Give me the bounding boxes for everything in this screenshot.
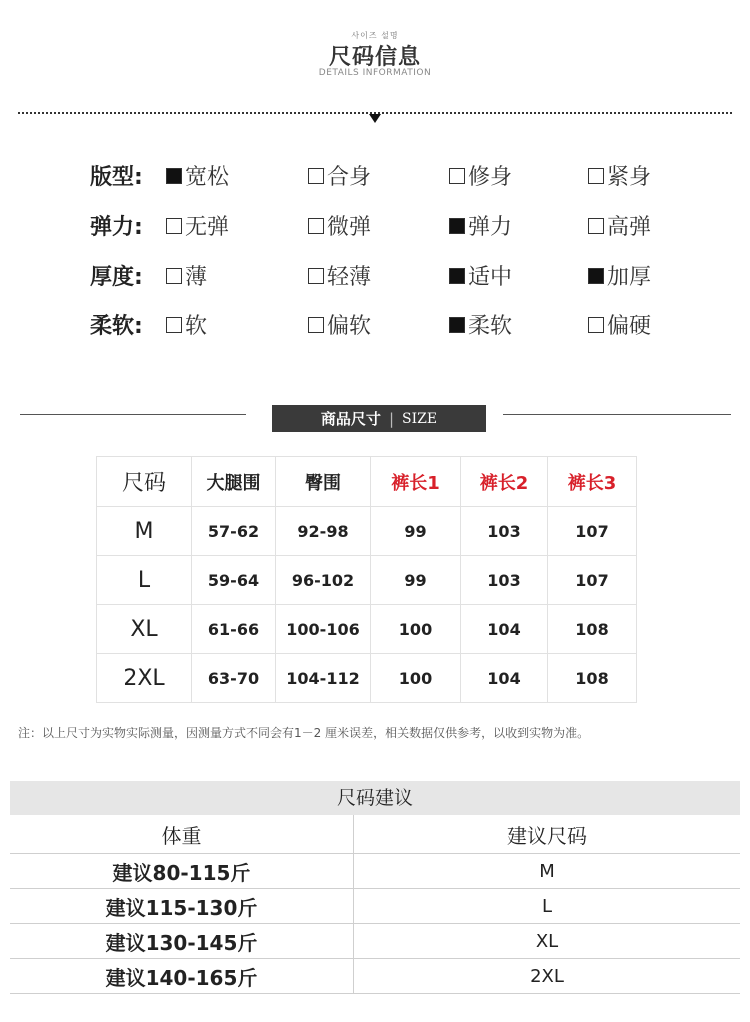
weight-header: 体重 <box>10 815 354 854</box>
size-section-label: 商品尺寸 <box>320 410 381 428</box>
section-line-right <box>503 414 731 415</box>
size-cell: 104-112 <box>276 654 371 703</box>
unchecked-box-icon <box>588 218 604 234</box>
attribute-label: 厚度: <box>90 265 143 290</box>
down-triangle-icon <box>369 114 381 123</box>
size-table <box>96 456 637 703</box>
section-line-left <box>20 414 246 415</box>
size-cell: 57-62 <box>192 507 276 556</box>
recommendation-table <box>10 815 740 994</box>
attribute-label: 弹力: <box>90 215 143 240</box>
checked-box-icon <box>449 218 465 234</box>
page-title: 尺码信息 <box>328 45 421 70</box>
weight-cell: 建议115-130斤 <box>10 889 354 924</box>
unchecked-box-icon <box>308 168 324 184</box>
size-cell: 104 <box>461 605 548 654</box>
recommendation-header-row <box>10 815 740 854</box>
size-header-cell: 裤长3 <box>548 457 637 507</box>
recommendation-title: 尺码建议 <box>10 781 740 815</box>
table-row <box>97 605 637 654</box>
checked-box-icon <box>588 268 604 284</box>
attribute-option <box>449 160 512 191</box>
size-cell: 100 <box>371 654 461 703</box>
table-row <box>10 924 740 959</box>
attribute-option-label: 修身 <box>468 165 513 190</box>
size-cell: 107 <box>548 507 637 556</box>
checked-box-icon <box>166 168 182 184</box>
attribute-option-label: 柔软 <box>468 314 513 339</box>
size-section-label-en: SIZE <box>402 410 438 427</box>
size-section-tag <box>272 405 486 432</box>
attribute-option-label: 紧身 <box>607 165 652 190</box>
table-row <box>10 854 740 889</box>
attribute-label: 柔软: <box>90 314 143 339</box>
size-header-cell: 臀围 <box>276 457 371 507</box>
size-cell: 2XL <box>97 654 192 703</box>
suggested-size-cell: 2XL <box>354 959 741 994</box>
attribute-option-label: 软 <box>185 314 208 339</box>
table-row <box>10 959 740 994</box>
size-cell: 92-98 <box>276 507 371 556</box>
unchecked-box-icon <box>588 317 604 333</box>
size-cell: 63-70 <box>192 654 276 703</box>
attribute-option-label: 弹力 <box>468 215 513 240</box>
header-subtitle-en: DETAILS INFORMATION <box>318 68 432 78</box>
size-section-separator: | <box>388 409 394 428</box>
attribute-option <box>588 260 651 291</box>
attribute-option <box>166 210 229 241</box>
attribute-label: 版型: <box>90 165 143 190</box>
unchecked-box-icon <box>308 317 324 333</box>
attribute-option <box>588 309 651 340</box>
attribute-option-label: 偏硬 <box>607 314 652 339</box>
attribute-option <box>308 160 371 191</box>
unchecked-box-icon <box>166 268 182 284</box>
unchecked-box-icon <box>588 168 604 184</box>
size-header-cell: 尺码 <box>97 457 192 507</box>
weight-cell: 建议80-115斤 <box>10 854 354 889</box>
attribute-option <box>166 309 207 340</box>
size-cell: 103 <box>461 556 548 605</box>
size-cell: XL <box>97 605 192 654</box>
size-cell: 100-106 <box>276 605 371 654</box>
checked-box-icon <box>449 317 465 333</box>
size-cell: 108 <box>548 605 637 654</box>
size-cell: 103 <box>461 507 548 556</box>
unchecked-box-icon <box>308 268 324 284</box>
unchecked-box-icon <box>449 168 465 184</box>
attribute-option <box>308 210 371 241</box>
unchecked-box-icon <box>166 218 182 234</box>
attribute-option-label: 偏软 <box>327 314 372 339</box>
attribute-option-label: 薄 <box>185 265 208 290</box>
attribute-option <box>449 260 512 291</box>
suggested-size-header: 建议尺码 <box>354 815 741 854</box>
size-cell: 59-64 <box>192 556 276 605</box>
size-header-cell: 裤长2 <box>461 457 548 507</box>
weight-cell: 建议140-165斤 <box>10 959 354 994</box>
size-cell: 99 <box>371 556 461 605</box>
size-cell: 108 <box>548 654 637 703</box>
size-cell: M <box>97 507 192 556</box>
attribute-option-label: 高弹 <box>607 215 652 240</box>
attribute-option-label: 微弹 <box>327 215 372 240</box>
table-row <box>97 507 637 556</box>
size-cell: 99 <box>371 507 461 556</box>
attribute-option-label: 宽松 <box>185 165 230 190</box>
size-cell: 104 <box>461 654 548 703</box>
table-row <box>10 889 740 924</box>
size-cell: L <box>97 556 192 605</box>
header-subtitle-kr: 사이즈 설명 <box>351 31 399 40</box>
attribute-option <box>588 160 651 191</box>
table-row <box>97 556 637 605</box>
attribute-option-label: 轻薄 <box>327 265 372 290</box>
suggested-size-cell: L <box>354 889 741 924</box>
unchecked-box-icon <box>308 218 324 234</box>
attribute-option-label: 适中 <box>468 265 513 290</box>
attribute-option <box>449 309 512 340</box>
attribute-option <box>449 210 512 241</box>
attribute-option <box>166 160 229 191</box>
attribute-option-label: 合身 <box>327 165 372 190</box>
attribute-option-label: 加厚 <box>607 265 652 290</box>
attribute-option <box>166 260 207 291</box>
attribute-option-label: 无弹 <box>185 215 230 240</box>
weight-cell: 建议130-145斤 <box>10 924 354 959</box>
attribute-option <box>588 210 651 241</box>
checked-box-icon <box>449 268 465 284</box>
size-cell: 107 <box>548 556 637 605</box>
size-header-cell: 大腿围 <box>192 457 276 507</box>
unchecked-box-icon <box>166 317 182 333</box>
size-header-cell: 裤长1 <box>371 457 461 507</box>
table-row <box>97 654 637 703</box>
size-cell: 96-102 <box>276 556 371 605</box>
size-cell: 100 <box>371 605 461 654</box>
suggested-size-cell: XL <box>354 924 741 959</box>
size-cell: 61-66 <box>192 605 276 654</box>
attribute-option <box>308 260 371 291</box>
attribute-option <box>308 309 371 340</box>
size-table-header-row <box>97 457 637 507</box>
suggested-size-cell: M <box>354 854 741 889</box>
measurement-note: 注：以上尺寸为实物实际测量，因测量方式不同会有1－2 厘米误差，相关数据仅供参考，以收到实物为准。 <box>18 726 590 740</box>
